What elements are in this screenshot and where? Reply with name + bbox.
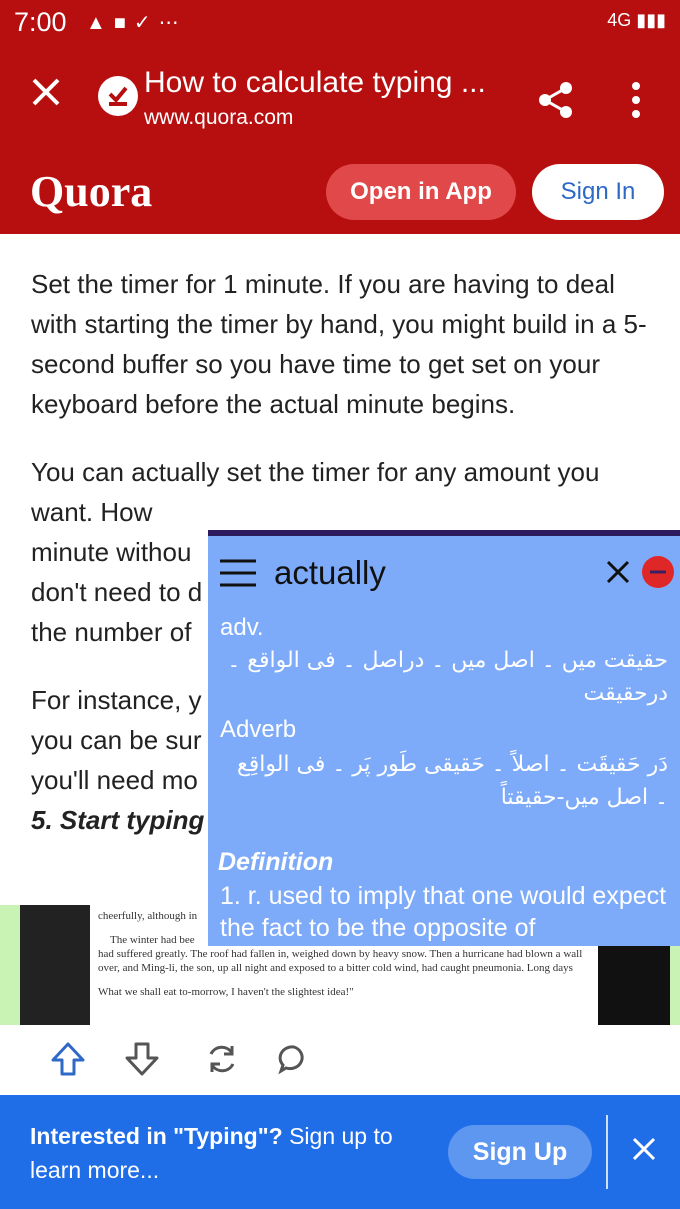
paragraph: Set the timer for 1 minute. If you are having to deal with starting the timer by hand, you might build in a 5-second buffer so you have time to get set on your keyboard before the actual minute begins. — [31, 269, 647, 419]
dictionary-popup — [208, 530, 680, 946]
share-icon[interactable] — [536, 80, 576, 120]
part-of-speech: Adverb — [220, 716, 297, 743]
upvote-icon[interactable] — [50, 1041, 86, 1077]
close-popup-icon[interactable] — [604, 558, 632, 586]
signup-banner — [0, 1095, 680, 1209]
paragraph-line: you'll need mo — [31, 765, 198, 795]
banner-message — [30, 1119, 430, 1187]
network-label: 4G — [607, 10, 632, 30]
paragraph-line: don't need to d — [31, 577, 203, 607]
answer-actions — [0, 1025, 680, 1095]
more-options-icon[interactable] — [626, 80, 646, 120]
close-icon[interactable] — [28, 74, 64, 110]
paragraph-line: You can actually set the timer for any amount you want. How — [31, 457, 600, 527]
step-heading: 5. Start typing — [31, 805, 205, 835]
verified-site-icon[interactable] — [98, 76, 138, 116]
paragraph-line: For instance, y — [31, 685, 202, 715]
scan-line: cheerfully, although in — [98, 910, 198, 922]
downvote-icon[interactable] — [124, 1041, 160, 1077]
banner-message-bold: Interested in "Typing"? — [30, 1123, 283, 1149]
network-indicator: 4G ▮▮▮ — [607, 10, 666, 30]
clock: 7:00 — [14, 7, 67, 37]
lookup-word: actually — [274, 554, 386, 591]
menu-icon[interactable] — [220, 558, 256, 588]
close-banner-icon[interactable] — [630, 1135, 658, 1163]
paragraph-line: you can be sur — [31, 725, 202, 755]
part-of-speech: adv. — [220, 614, 264, 641]
sign-up-button[interactable]: Sign Up — [448, 1125, 592, 1179]
status-bar — [0, 0, 680, 46]
paragraph-line: minute withou — [31, 537, 192, 567]
open-in-app-button[interactable]: Open in App — [326, 164, 516, 220]
definition-text: 1. r. used to imply that one would expect the fact to be the opposite of — [220, 882, 667, 942]
definition-heading: Definition — [218, 848, 334, 876]
translation-urdu: حقیقت میں ۔ اصل میں ۔ دراصل ۔ فی الواقع ۔ درحقیقت — [227, 648, 668, 706]
banner-message-rest: Sign up to learn more... — [30, 1123, 393, 1183]
image-dark-border — [20, 905, 90, 1025]
minimize-icon[interactable] — [642, 556, 674, 588]
share-reload-icon[interactable] — [204, 1041, 240, 1077]
quora-header — [0, 152, 680, 234]
notification-icons: ▲■✓⋯ — [86, 12, 187, 34]
page-url[interactable]: www.quora.com — [144, 106, 294, 129]
comment-icon[interactable] — [276, 1041, 312, 1077]
translation-urdu: دَر حَقیقَت ۔ اصلاً ۔ حَقیقی طَور پَر ۔ فی الواقِع ۔ اصل میں-حقیقتاً — [236, 752, 668, 810]
sign-in-button[interactable]: Sign In — [532, 164, 664, 220]
banner-divider — [606, 1115, 608, 1189]
paragraph-line: the number of — [31, 617, 192, 647]
scan-line: The winter had bee — [110, 934, 195, 946]
scan-line: What we shall eat to-morrow, I haven't the slightest idea!" — [98, 986, 354, 998]
quora-logo[interactable]: Quora — [30, 167, 153, 216]
page-title[interactable]: How to calculate typing ... — [144, 66, 486, 99]
browser-toolbar — [0, 46, 680, 152]
scan-line: had suffered greatly. The roof had fallen in, weighed down by heavy snow. Then a hurricane had blown a wall over, and Ming-li, the son, up all night and exposed to a bitter cold wind, had caught pneumonia. Long days — [98, 948, 583, 974]
